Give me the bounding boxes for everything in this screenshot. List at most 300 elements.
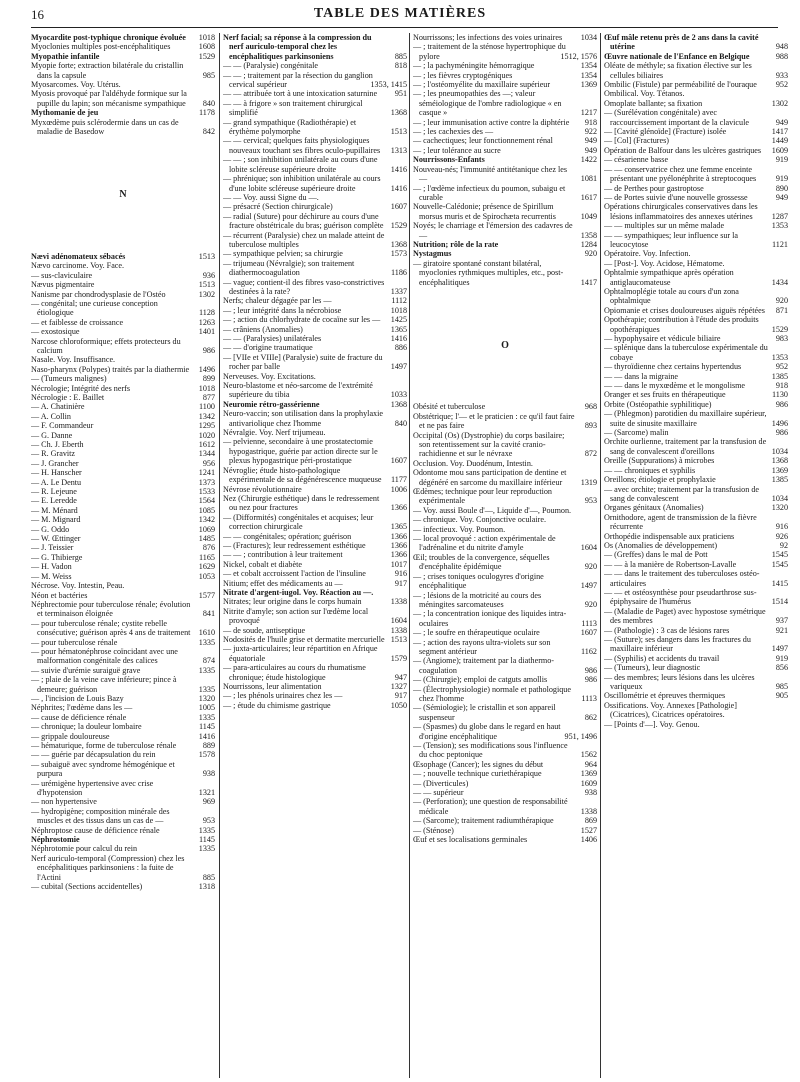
index-entry bbox=[223, 259, 407, 278]
page-number: 16 bbox=[31, 7, 44, 22]
entry-text: — pour tuberculose rénale; cystite rebelle consécutive; guérison après 4 ans de traitement bbox=[31, 618, 191, 638]
entry-text: — césarienne basse bbox=[604, 155, 669, 165]
entry-text: Opération de Balfour dans les ulcères gastriques bbox=[604, 145, 762, 155]
entry-page-ref: 1287 bbox=[771, 211, 788, 221]
entry-page-ref: 1577 bbox=[198, 590, 215, 600]
running-title: TABLE DES MATIÈRES bbox=[313, 6, 487, 21]
index-entry bbox=[223, 174, 407, 193]
entry-page-ref: 1365 bbox=[390, 522, 407, 532]
entry-text: — — ; contribution à leur traitement bbox=[223, 550, 343, 560]
index-entry bbox=[31, 52, 215, 61]
index-entry bbox=[604, 259, 788, 268]
entry-text: — G. Oddo bbox=[31, 524, 70, 534]
index-entry bbox=[31, 572, 215, 581]
entry-text: Omoplate ballante; sa fixation bbox=[604, 98, 703, 108]
entry-text: — Voy. aussi Boule d'—, Liquide d'—, Poumon. bbox=[413, 505, 572, 515]
index-entry bbox=[31, 741, 215, 750]
index-entry bbox=[31, 108, 215, 117]
index-entry bbox=[31, 80, 215, 89]
entry-page-ref: 1338 bbox=[580, 806, 597, 816]
entry-page-ref: 1368 bbox=[390, 239, 407, 249]
index-entry bbox=[31, 393, 215, 402]
entry-text: — thyroïdienne chez certains hypertendus bbox=[604, 362, 742, 372]
entry-text: — G. Danne bbox=[31, 430, 73, 440]
index-entry bbox=[604, 343, 788, 362]
index-entry bbox=[223, 231, 407, 250]
index-entry bbox=[31, 779, 215, 798]
entry-page-ref: 1263 bbox=[198, 317, 215, 327]
index-entry bbox=[413, 760, 597, 769]
entry-text: Obstétrique; l'— et le praticien : ce qu'il faut faire et ne pas faire bbox=[413, 411, 575, 431]
entry-page-ref: 1178 bbox=[199, 108, 215, 118]
entry-page-ref: 1338 bbox=[390, 625, 407, 635]
entry-page-ref: 964 bbox=[584, 759, 597, 769]
index-entry bbox=[31, 327, 215, 336]
index-entry bbox=[31, 760, 215, 779]
entry-text: — et faiblesse de croissance bbox=[31, 317, 124, 327]
entry-text: — — dans la migraine bbox=[604, 371, 679, 381]
entry-text: — de soude, antiseptique bbox=[223, 625, 306, 635]
index-entry bbox=[604, 466, 788, 475]
index-entry bbox=[413, 741, 597, 760]
entry-text: — récurrent (Paralysie) chez un malade atteint de tuberculose multiples bbox=[223, 230, 385, 249]
entry-text: Orbite (Ostéopathie syphilitique) bbox=[604, 399, 712, 409]
index-entry bbox=[604, 720, 788, 729]
index-entry bbox=[31, 694, 215, 703]
entry-text: Oranger et ses fruits en thérapeutique bbox=[604, 390, 726, 400]
index-entry bbox=[223, 353, 407, 372]
entry-text: Narcose chloroformique; effets protecteurs du calcium bbox=[31, 336, 181, 355]
index-entry bbox=[31, 844, 215, 853]
entry-text: — splénique dans la tuberculose expérimentale du cobaye bbox=[604, 343, 768, 362]
entry-text: — G. Thibierge bbox=[31, 552, 83, 562]
index-entry bbox=[31, 374, 215, 383]
index-entry bbox=[223, 334, 407, 343]
entry-page-ref: 1034 bbox=[771, 446, 788, 456]
entry-text: — — à la manière de Robertson-Lavalle bbox=[604, 559, 737, 569]
index-entry bbox=[31, 647, 215, 666]
entry-page-ref: 1162 bbox=[581, 646, 597, 656]
index-entry bbox=[223, 136, 407, 155]
index-entry bbox=[31, 638, 215, 647]
index-entry bbox=[31, 534, 215, 543]
index-entry bbox=[413, 487, 597, 506]
entry-page-ref: 1366 bbox=[390, 531, 407, 541]
entry-page-ref: 1353 bbox=[771, 221, 788, 231]
index-entry bbox=[223, 278, 407, 297]
entry-text: — ; crises toniques oculogyres d'origine encéphalitique bbox=[413, 571, 544, 591]
entry-page-ref: 921 bbox=[775, 625, 788, 635]
entry-text: Neuromie rétro-gassérienne bbox=[223, 399, 320, 409]
entry-page-ref: 877 bbox=[202, 392, 215, 402]
entry-text: Neuro-blastome et néo-sarcome de l'extrémité supérieure du tibia bbox=[223, 381, 373, 400]
entry-text: — R. Gravitz bbox=[31, 449, 76, 459]
entry-page-ref: 1018 bbox=[390, 305, 407, 315]
entry-text: — J. Grancher bbox=[31, 458, 79, 468]
entry-text: — hydropigène; composition minérale des muscles et des tissus dans un cas de — bbox=[31, 806, 170, 826]
entry-page-ref: 1337 bbox=[390, 286, 407, 296]
entry-text: Ossifications. Voy. Annexes [Pathologie] (Cicatrices), Cicatrices opératoires. bbox=[604, 700, 737, 720]
entry-text: Nodosités de l'huile grise et dermatite mercurielle bbox=[223, 635, 385, 644]
column-divider bbox=[409, 33, 410, 1078]
index-entry bbox=[223, 33, 407, 61]
entry-page-ref: 1366 bbox=[390, 540, 407, 550]
entry-text: — [Points d'—]. Voy. Genou. bbox=[604, 719, 700, 729]
index-entry bbox=[413, 826, 597, 835]
entry-text: — infectieux. Voy. Poumon. bbox=[413, 524, 506, 534]
entry-text: Nourrissons; les infections des voies urinaires bbox=[413, 33, 563, 42]
index-entry bbox=[413, 506, 597, 515]
entry-text: Nerf facial; sa réponse à la compression du nerf auriculo-temporal chez les encéphalitiques parkinsoniens bbox=[223, 33, 372, 61]
entry-page-ref: 1006 bbox=[390, 484, 407, 494]
entry-page-ref: 905 bbox=[775, 691, 788, 701]
entry-text: — exostosique bbox=[31, 327, 80, 337]
entry-page-ref: 1034 bbox=[580, 33, 597, 42]
index-entry bbox=[413, 155, 597, 164]
entry-page-ref: 920 bbox=[584, 249, 597, 259]
index-entry bbox=[604, 165, 788, 184]
entry-text: Œuf et ses localisations germinales bbox=[413, 835, 528, 845]
entry-page-ref: 1130 bbox=[772, 390, 788, 400]
entry-page-ref: 1609 bbox=[771, 145, 788, 155]
index-entry bbox=[223, 513, 407, 532]
entry-text: Nerveuses. Voy. Excitations. bbox=[223, 371, 316, 381]
index-entry bbox=[413, 769, 597, 778]
entry-text: — (Maladie de Paget) avec hypostose symétrique des membres bbox=[604, 606, 766, 626]
index-column-4 bbox=[604, 33, 788, 1078]
entry-page-ref: 840 bbox=[394, 418, 407, 428]
entry-text: Myosarcomes. Voy. Utérus. bbox=[31, 80, 121, 90]
index-entry bbox=[604, 663, 788, 672]
index-entry bbox=[31, 118, 215, 137]
index-entry bbox=[223, 409, 407, 428]
entry-page-ref: 1354 bbox=[580, 61, 597, 71]
entry-text: — ; le soufre en thérapeutique oculaire bbox=[413, 628, 540, 638]
entry-text: — ; action des rayons ultra-violets sur son segment antérieur bbox=[413, 637, 551, 656]
entry-page-ref: 842 bbox=[202, 127, 215, 137]
index-entry bbox=[223, 193, 407, 202]
entry-page-ref: 926 bbox=[775, 531, 788, 541]
entry-text: Nitrates; leur origine dans le corps humain bbox=[223, 597, 362, 607]
index-entry bbox=[604, 485, 788, 504]
entry-text: — — attribuée tort à une intoxication saturnine bbox=[223, 89, 378, 99]
index-entry bbox=[413, 788, 597, 797]
entry-page-ref: 862 bbox=[584, 712, 597, 722]
entry-page-ref: 1406 bbox=[580, 835, 597, 845]
entry-page-ref: 1527 bbox=[580, 825, 597, 835]
entry-text: — hypophysaire et védicule biliaire bbox=[604, 334, 721, 343]
entry-text: — J. Teissier bbox=[31, 543, 74, 553]
entry-text: — (Tumeurs malignes) bbox=[31, 374, 107, 384]
entry-text: Œuvre nationale de l'Enfance en Belgique bbox=[604, 51, 750, 61]
index-entry bbox=[31, 732, 215, 741]
entry-page-ref: 1335 bbox=[198, 665, 215, 675]
index-entry bbox=[413, 525, 597, 534]
entry-page-ref: 1186 bbox=[391, 268, 407, 278]
entry-page-ref: 1417 bbox=[771, 127, 788, 137]
entry-page-ref: 1327 bbox=[390, 682, 407, 692]
entry-text: — non hypertensive bbox=[31, 797, 97, 807]
entry-page-ref: 1368 bbox=[390, 399, 407, 409]
index-entry bbox=[604, 691, 788, 700]
index-column-1 bbox=[31, 33, 215, 1078]
index-entry bbox=[31, 318, 215, 327]
entry-text: Myosis provoqué par l'aldéhyde formique sur la pupille du lapin; son mécanisme sympathique bbox=[31, 89, 187, 108]
index-entry bbox=[31, 449, 215, 458]
entry-text: — ; les pneumopathies des —; valeur séméiologique de l'ombre radiologique « en casque » bbox=[413, 89, 562, 118]
entry-page-ref: 1335 bbox=[198, 825, 215, 835]
index-entry bbox=[223, 99, 407, 118]
entry-text: — — et ostéosynthèse pour pseudarthrose sus-épiphysaire de l'humérus bbox=[604, 587, 757, 607]
entry-text: Nécrologie : E. Baillet bbox=[31, 392, 105, 402]
entry-page-ref: 933 bbox=[775, 70, 788, 80]
entry-text: — ; étude du chimisme gastrique bbox=[223, 700, 331, 710]
entry-page-ref: 1612 bbox=[198, 440, 215, 449]
index-entry bbox=[223, 89, 407, 98]
index-entry bbox=[604, 61, 788, 80]
entry-text: — — ; son inhibition unilatérale au cours d'une lobite scléreuse supérieure droite bbox=[223, 155, 378, 174]
index-entry bbox=[604, 80, 788, 89]
entry-text: — (Tumeurs), leur diagnostic bbox=[604, 663, 701, 673]
entry-page-ref: 1416 bbox=[390, 183, 407, 193]
index-entry bbox=[31, 553, 215, 562]
index-entry bbox=[604, 428, 788, 437]
index-entry bbox=[31, 506, 215, 515]
index-entry bbox=[604, 287, 788, 306]
entry-text: — (Tension); ses modifications sous l'influence du choc peptonique bbox=[413, 741, 568, 760]
entry-page-ref: 1373 bbox=[198, 477, 215, 487]
index-entry bbox=[31, 261, 215, 270]
entry-page-ref: 949 bbox=[775, 192, 788, 202]
entry-page-ref: 1422 bbox=[580, 155, 597, 165]
index-entry bbox=[31, 33, 215, 42]
entry-text: — A. Collin bbox=[31, 411, 71, 421]
entry-text: — [Col] (Fractures) bbox=[604, 136, 669, 146]
entry-text: — (Greffes) dans le mal de Pott bbox=[604, 550, 708, 560]
entry-page-ref: 986 bbox=[775, 399, 788, 409]
entry-page-ref: 1434 bbox=[771, 277, 788, 287]
index-entry bbox=[223, 569, 407, 578]
entry-text: — sympathique pelvien; sa chirurgie bbox=[223, 249, 343, 259]
index-entry bbox=[31, 515, 215, 524]
index-entry bbox=[31, 807, 215, 826]
entry-page-ref: 1513 bbox=[198, 251, 215, 261]
entry-page-ref: 1385 bbox=[771, 475, 788, 485]
index-entry bbox=[413, 534, 597, 553]
entry-page-ref: 1018 bbox=[198, 383, 215, 393]
entry-text: — cause de déficience rénale bbox=[31, 712, 127, 722]
entry-text: Ornithodore, agent de transmission de la fièvre récurrente bbox=[604, 512, 757, 532]
entry-page-ref: 1617 bbox=[580, 192, 597, 202]
entry-text: Myoclonies multiples post-encéphalitiques bbox=[31, 42, 171, 52]
entry-text: Nitium; effet des médicaments au — bbox=[223, 578, 343, 588]
index-entry bbox=[604, 52, 788, 61]
index-entry bbox=[31, 581, 215, 590]
index-entry bbox=[604, 626, 788, 635]
entry-page-ref: 948 bbox=[775, 42, 788, 52]
entry-page-ref: 917 bbox=[394, 691, 407, 701]
entry-text: Nerf auriculo-temporal (Compression) chez les encéphalitiques parkinsoniens : la fuite de l'Actini bbox=[31, 853, 185, 882]
entry-text: — et cobalt accroissent l'action de l'insuline bbox=[223, 569, 366, 579]
entry-text: Nickel, cobalt et diabète bbox=[223, 559, 302, 569]
entry-page-ref: 1607 bbox=[390, 456, 407, 466]
entry-text: — — congénitales; opération; guérison bbox=[223, 531, 352, 541]
entry-page-ref: 988 bbox=[775, 51, 788, 61]
index-entry bbox=[223, 437, 407, 465]
index-entry bbox=[604, 155, 788, 164]
entry-text: — Ch. J. Eberth bbox=[31, 440, 84, 449]
index-entry bbox=[604, 127, 788, 136]
entry-page-ref: 1513 bbox=[198, 280, 215, 290]
entry-text: Nitrite d'amyle; son action sur l'œdème local provoqué bbox=[223, 606, 369, 626]
entry-page-ref: 968 bbox=[584, 402, 597, 412]
entry-page-ref: 876 bbox=[202, 543, 215, 553]
entry-page-ref: 916 bbox=[775, 522, 788, 532]
entry-text: — des membres; leurs lésions dans les ulcères variqueux bbox=[604, 672, 755, 692]
entry-text: — pour tuberculose rénale bbox=[31, 637, 118, 647]
entry-page-ref: 893 bbox=[584, 421, 597, 431]
entry-page-ref: 1369 bbox=[580, 80, 597, 90]
index-entry bbox=[31, 543, 215, 552]
entry-text: — (Angiome); traitement par la diathermo-coagulation bbox=[413, 656, 555, 675]
entry-page-ref: 1416 bbox=[390, 164, 407, 174]
entry-text: — M. Mignard bbox=[31, 515, 81, 525]
entry-page-ref: 1081 bbox=[580, 174, 597, 184]
index-entry bbox=[223, 372, 407, 381]
entry-page-ref: 1353, 1415 bbox=[370, 80, 407, 90]
entry-page-ref: 1579 bbox=[390, 653, 407, 663]
entry-text: Nævi adénomateux sébacés bbox=[31, 251, 126, 261]
index-entry bbox=[31, 496, 215, 505]
entry-text: — — à frigore » son traitement chirurgical simplifié bbox=[223, 98, 363, 118]
index-entry bbox=[223, 579, 407, 588]
entry-page-ref: 1629 bbox=[198, 562, 215, 572]
entry-page-ref: 1513 bbox=[390, 635, 407, 644]
entry-text: — F. Commandeur bbox=[31, 421, 94, 431]
entry-text: — (Syphilis) et accidents du travail bbox=[604, 653, 720, 663]
entry-text: Myopathie infantile bbox=[31, 51, 100, 61]
index-entry bbox=[223, 635, 407, 644]
entry-page-ref: 840 bbox=[202, 98, 215, 108]
index-entry bbox=[413, 42, 597, 61]
index-entry bbox=[413, 515, 597, 524]
entry-page-ref: 1145 bbox=[199, 835, 215, 845]
entry-page-ref: 938 bbox=[202, 769, 215, 779]
entry-page-ref: 1335 bbox=[198, 712, 215, 722]
entry-text: — (Difformités) congénitales et acquises; leur correction chirurgicale bbox=[223, 512, 374, 532]
entry-text: — — dans le myxœdème et le mongolisme bbox=[604, 381, 746, 391]
entry-page-ref: 1319 bbox=[580, 477, 597, 487]
entry-page-ref: 1578 bbox=[198, 750, 215, 760]
index-entry bbox=[31, 402, 215, 411]
entry-page-ref: 1342 bbox=[198, 515, 215, 525]
index-entry bbox=[604, 560, 788, 569]
entry-text: Opérations chirurgicales conservatives dans les lésions inflammatoires des annexes utérines bbox=[604, 202, 758, 221]
entry-page-ref: 1049 bbox=[580, 211, 597, 221]
entry-text: Œsophage (Cancer); les signes du début bbox=[413, 759, 544, 769]
entry-text: — giratoire spontané constant bilatéral, myoclonies rythmiques multiples, etc., post-encéphalitiques bbox=[413, 258, 564, 287]
entry-page-ref: 869 bbox=[584, 816, 597, 826]
index-entry bbox=[223, 682, 407, 691]
index-entry bbox=[413, 835, 597, 844]
entry-text: — pour hématonéphrose coïncidant avec une malformation congénitale des calices bbox=[31, 646, 178, 666]
entry-text: Nævus pigmentaire bbox=[31, 280, 95, 290]
index-entry bbox=[604, 607, 788, 626]
entry-text: — — supérieur bbox=[413, 788, 464, 798]
entry-text: — (Sémiologie); le cristallin et son appareil suspenseur bbox=[413, 703, 556, 722]
index-entry bbox=[223, 296, 407, 305]
header-rule bbox=[31, 27, 778, 28]
entry-text: — E. Leredde bbox=[31, 496, 77, 506]
index-entry bbox=[604, 221, 788, 230]
entry-text: — crâniens (Anomalies) bbox=[223, 324, 303, 334]
entry-text: Nourrissons, leur alimentation bbox=[223, 682, 322, 692]
index-entry bbox=[413, 259, 597, 287]
index-entry bbox=[604, 400, 788, 409]
index-entry bbox=[413, 146, 597, 155]
entry-page-ref: 1385 bbox=[771, 371, 788, 381]
entry-page-ref: 917 bbox=[394, 578, 407, 588]
entry-text: Néphroptose cause de déficience rénale bbox=[31, 825, 160, 835]
entry-text: Néphrites; l'œdème dans les — bbox=[31, 703, 133, 713]
index-entry bbox=[31, 562, 215, 571]
index-entry bbox=[31, 600, 215, 619]
entry-page-ref: 919 bbox=[775, 155, 788, 165]
index-entry bbox=[223, 61, 407, 70]
entry-page-ref: 886 bbox=[394, 343, 407, 353]
entry-text: — urémigène hypertensive avec crise d'hypotension bbox=[31, 778, 154, 798]
entry-text: — ; leur intégrité dans la nécrobiose bbox=[223, 305, 342, 315]
entry-text: — juxta-articulaires; leur répartition en Afrique équatoriale bbox=[223, 644, 378, 663]
entry-page-ref: 1496 bbox=[198, 364, 215, 374]
index-entry bbox=[31, 252, 215, 261]
entry-page-ref: 1512, 1576 bbox=[560, 51, 597, 61]
entry-text: — A. Le Dentu bbox=[31, 477, 82, 487]
index-entry bbox=[413, 165, 597, 184]
entry-text: Neuro-vaccin; son utilisation dans la prophylaxie antivariolique chez l'homme bbox=[223, 409, 383, 428]
index-entry bbox=[604, 268, 788, 287]
entry-page-ref: 986 bbox=[775, 428, 788, 438]
entry-page-ref: 1050 bbox=[390, 700, 407, 710]
entry-text: Nécrologie; Intégrité des nerfs bbox=[31, 383, 131, 393]
index-entry bbox=[604, 381, 788, 390]
entry-text: — [Cavité glénoïde] (Fracture) isolée bbox=[604, 127, 727, 137]
entry-text: Myxœdème puis sclérodermie dans un cas de maladie de Basedow bbox=[31, 117, 179, 137]
entry-text: — pelvienne, secondaire à une prostatectomie hypogastrique, guérie par action directe sur le plexus hypogastrique péri-prostatique bbox=[223, 437, 378, 466]
entry-text: Nourrissons-Enfants bbox=[413, 155, 485, 165]
index-entry bbox=[31, 854, 215, 882]
entry-text: — (Diverticules) bbox=[413, 778, 469, 788]
entry-text: — M. Weiss bbox=[31, 571, 72, 581]
index-entry bbox=[223, 400, 407, 409]
entry-page-ref: 1318 bbox=[198, 882, 215, 892]
entry-page-ref: 956 bbox=[202, 458, 215, 468]
entry-page-ref: 949 bbox=[584, 145, 597, 155]
entry-page-ref: 1366 bbox=[390, 503, 407, 513]
entry-text: — de Perthes pour gastroptose bbox=[604, 183, 704, 193]
entry-text: — de Portes suivie d'une nouvelle grossesse bbox=[604, 192, 748, 202]
index-entry bbox=[413, 609, 597, 628]
index-entry bbox=[413, 628, 597, 637]
index-entry bbox=[31, 290, 215, 299]
entry-page-ref: 985 bbox=[202, 70, 215, 80]
entry-text: — suivie d'urémie suraiguë grave bbox=[31, 665, 141, 675]
entry-page-ref: 937 bbox=[775, 616, 788, 626]
entry-page-ref: 890 bbox=[775, 183, 788, 193]
entry-page-ref: 885 bbox=[394, 51, 407, 61]
index-entry bbox=[413, 553, 597, 572]
entry-page-ref: 1529 bbox=[390, 221, 407, 231]
